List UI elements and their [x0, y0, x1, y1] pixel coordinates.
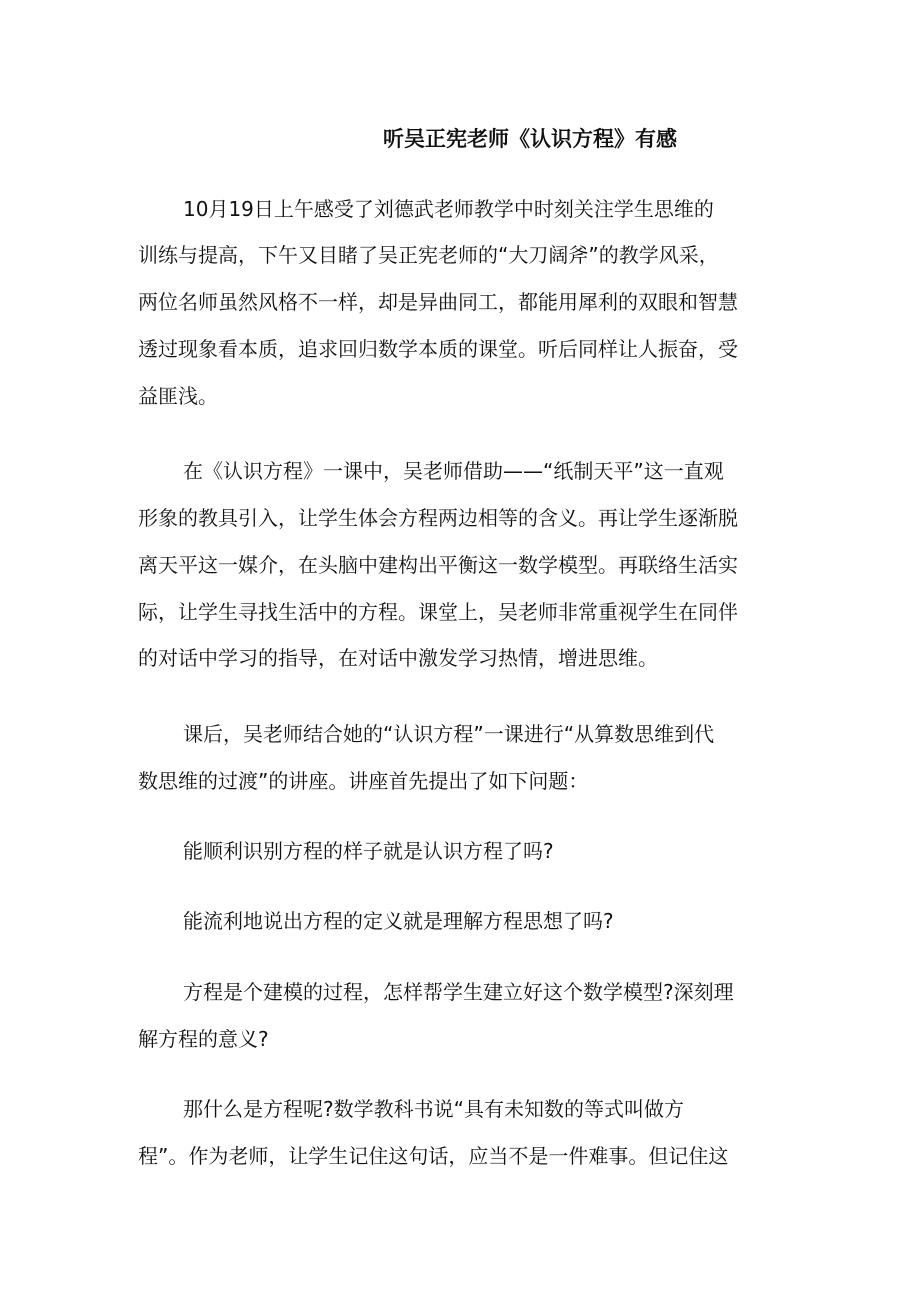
text-line: 数思维的过渡”的讲座。讲座首先提出了如下问题： — [138, 769, 589, 793]
text-line: 形象的教具引入，让学生体会方程两边相等的含义。再让学生逐渐脱 — [138, 506, 738, 530]
text-line: 益匪浅。 — [138, 384, 218, 408]
text-line: 能顺利识别方程的样子就是认识方程了吗? — [183, 839, 554, 863]
text-line: 两位名师虽然风格不一样，却是异曲同工，都能用犀利的双眼和智慧 — [138, 290, 738, 314]
text-line: 训练与提高，下午又目睹了吴正宪老师的“大刀阔斧”的教学风采， — [138, 243, 719, 267]
text-line: 那什么是方程呢?数学教科书说“具有未知数的等式叫做方 — [183, 1097, 684, 1121]
text-line: 在《认识方程》一课中，吴老师借助——“纸制天平”这一直观 — [183, 459, 724, 483]
text-line: 课后，吴老师结合她的“认识方程”一课进行“从算数思维到代 — [183, 722, 715, 746]
document-title: 听吴正宪老师《认识方程》有感 — [383, 127, 677, 151]
text-line: 解方程的意义? — [138, 1027, 269, 1051]
text-line: 方程是个建模的过程，怎样帮学生建立好这个数学模型?深刻理 — [183, 980, 734, 1004]
text-line: 透过现象看本质，追求回归数学本质的课堂。听后同样让人振奋，受 — [138, 337, 738, 361]
text-line: 程”。作为老师，让学生记住这句话，应当不是一件难事。但记住这 — [138, 1144, 729, 1168]
text-line: 能流利地说出方程的定义就是理解方程思想了吗? — [183, 909, 614, 933]
text-line: 际，让学生寻找生活中的方程。课堂上，吴老师非常重视学生在同伴 — [138, 600, 738, 624]
text-line: 离天平这一媒介，在头脑中建构出平衡这一数学模型。再联络生活实 — [138, 553, 738, 577]
text-line: 10月19日上午感受了刘德武老师教学中时刻关注学生思维的 — [183, 197, 714, 221]
text-line: 的对话中学习的指导，在对话中激发学习热情，增进思维。 — [138, 646, 658, 670]
